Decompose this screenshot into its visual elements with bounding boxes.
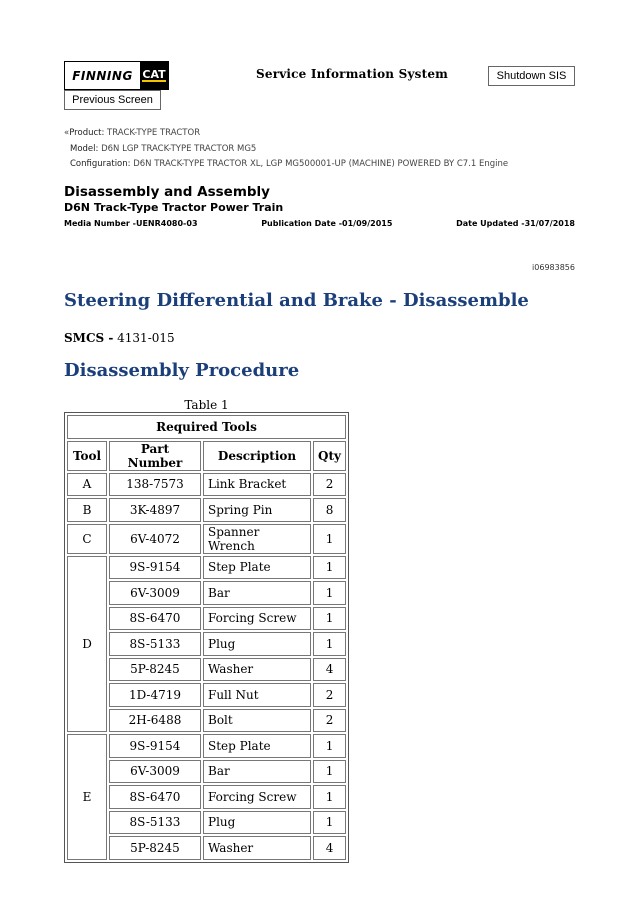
part-number-cell: 8S-5133	[109, 811, 201, 835]
model-value: D6N LGP TRACK-TYPE TRACTOR MG5	[101, 144, 257, 154]
description-cell: Spanner Wrench	[203, 524, 311, 554]
description-cell: Spring Pin	[203, 498, 311, 522]
table-row	[67, 683, 346, 707]
qty-cell: 1	[313, 556, 346, 580]
qty-cell: 1	[313, 632, 346, 656]
col-header-tool: Tool	[67, 441, 107, 471]
part-number-cell: 6V-4072	[109, 524, 201, 554]
table-row	[67, 607, 346, 631]
part-number-cell: 9S-9154	[109, 734, 201, 758]
part-number-cell: 6V-3009	[109, 581, 201, 605]
back-arrows-icon[interactable]: «	[64, 128, 70, 138]
qty-cell: 1	[313, 811, 346, 835]
qty-cell: 4	[313, 836, 346, 860]
smcs-value: 4131-015	[117, 331, 175, 345]
date-updated: Date Updated -31/07/2018	[456, 219, 575, 228]
required-tools-table-wrap	[64, 412, 349, 905]
model-label: Model:	[70, 144, 99, 154]
qty-cell: 1	[313, 785, 346, 809]
page-title: Steering Differential and Brake - Disassemble	[64, 290, 529, 311]
publication-date: Publication Date -01/09/2015	[261, 219, 393, 228]
table-title: Required Tools	[67, 415, 346, 439]
part-number-cell: 1D-4719	[109, 683, 201, 707]
qty-cell: 1	[313, 607, 346, 631]
table-row	[67, 734, 346, 758]
qty-cell: 2	[313, 473, 346, 497]
finning-cat-logo	[64, 61, 169, 90]
tool-cell: E	[67, 734, 107, 860]
publication-info	[64, 219, 575, 228]
description-cell: Plug	[203, 811, 311, 835]
col-header-description: Description	[203, 441, 311, 471]
part-number-cell: 6V-3009	[109, 760, 201, 784]
table-row	[67, 811, 346, 835]
previous-screen-button[interactable]: Previous Screen	[64, 90, 161, 110]
image-id: i06983856	[532, 263, 575, 272]
description-cell: Link Bracket	[203, 473, 311, 497]
model-line	[70, 144, 256, 154]
description-cell: Step Plate	[203, 556, 311, 580]
table-row	[67, 785, 346, 809]
media-number: Media Number -UENR4080-03	[64, 219, 198, 228]
tool-cell: A	[67, 473, 107, 497]
part-number-cell: 8S-5133	[109, 632, 201, 656]
table-row	[67, 524, 346, 554]
product-value: TRACK-TYPE TRACTOR	[107, 128, 201, 138]
part-number-cell: 3K-4897	[109, 498, 201, 522]
smcs-line	[64, 331, 175, 345]
configuration-value: D6N TRACK-TYPE TRACTOR XL, LGP MG500001-UP (MACHINE) POWERED BY C7.1 Engine	[133, 159, 509, 169]
logo-cat-text: CAT	[142, 68, 166, 81]
col-header-qty: Qty	[313, 441, 346, 471]
logo-cat-mark	[140, 62, 168, 89]
configuration-label: Configuration:	[70, 159, 131, 169]
logo-finning-text: FINNING	[72, 68, 133, 83]
col-header-part-number: Part Number	[109, 441, 201, 471]
table-row	[67, 556, 346, 580]
table-row	[67, 498, 346, 522]
qty-cell: 1	[313, 760, 346, 784]
product-label: Product:	[69, 128, 105, 138]
qty-cell: 2	[313, 709, 346, 733]
description-cell: Washer	[203, 836, 311, 860]
part-number-cell: 8S-6470	[109, 607, 201, 631]
part-number-cell: 2H-6488	[109, 709, 201, 733]
part-number-cell: 5P-8245	[109, 836, 201, 860]
table-row	[67, 760, 346, 784]
required-tools-table	[64, 412, 349, 863]
table-caption: Table 1	[184, 398, 229, 412]
app-title: Service Information System	[256, 67, 449, 81]
description-cell: Bolt	[203, 709, 311, 733]
tool-cell: B	[67, 498, 107, 522]
description-cell: Step Plate	[203, 734, 311, 758]
table-row	[67, 473, 346, 497]
qty-cell: 1	[313, 524, 346, 554]
doc-subtitle: D6N Track-Type Tractor Power Train	[64, 201, 284, 214]
part-number-cell: 5P-8245	[109, 658, 201, 682]
table-row	[67, 709, 346, 733]
table-row	[67, 836, 346, 860]
configuration-line	[70, 159, 508, 169]
description-cell: Washer	[203, 658, 311, 682]
part-number-cell: 9S-9154	[109, 556, 201, 580]
table-body	[67, 473, 346, 860]
table-row	[67, 581, 346, 605]
shutdown-sis-button[interactable]: Shutdown SIS	[488, 66, 575, 86]
section-heading: Disassembly Procedure	[64, 360, 300, 381]
qty-cell: 1	[313, 734, 346, 758]
qty-cell: 4	[313, 658, 346, 682]
description-cell: Plug	[203, 632, 311, 656]
tool-cell: D	[67, 556, 107, 733]
smcs-label: SMCS -	[64, 331, 114, 345]
product-line	[64, 128, 200, 138]
description-cell: Full Nut	[203, 683, 311, 707]
description-cell: Forcing Screw	[203, 607, 311, 631]
part-number-cell: 138-7573	[109, 473, 201, 497]
table-row	[67, 632, 346, 656]
part-number-cell: 8S-6470	[109, 785, 201, 809]
description-cell: Bar	[203, 581, 311, 605]
description-cell: Forcing Screw	[203, 785, 311, 809]
table-row	[67, 658, 346, 682]
qty-cell: 8	[313, 498, 346, 522]
tool-cell: C	[67, 524, 107, 554]
qty-cell: 2	[313, 683, 346, 707]
description-cell: Bar	[203, 760, 311, 784]
qty-cell: 1	[313, 581, 346, 605]
doc-title: Disassembly and Assembly	[64, 184, 270, 200]
